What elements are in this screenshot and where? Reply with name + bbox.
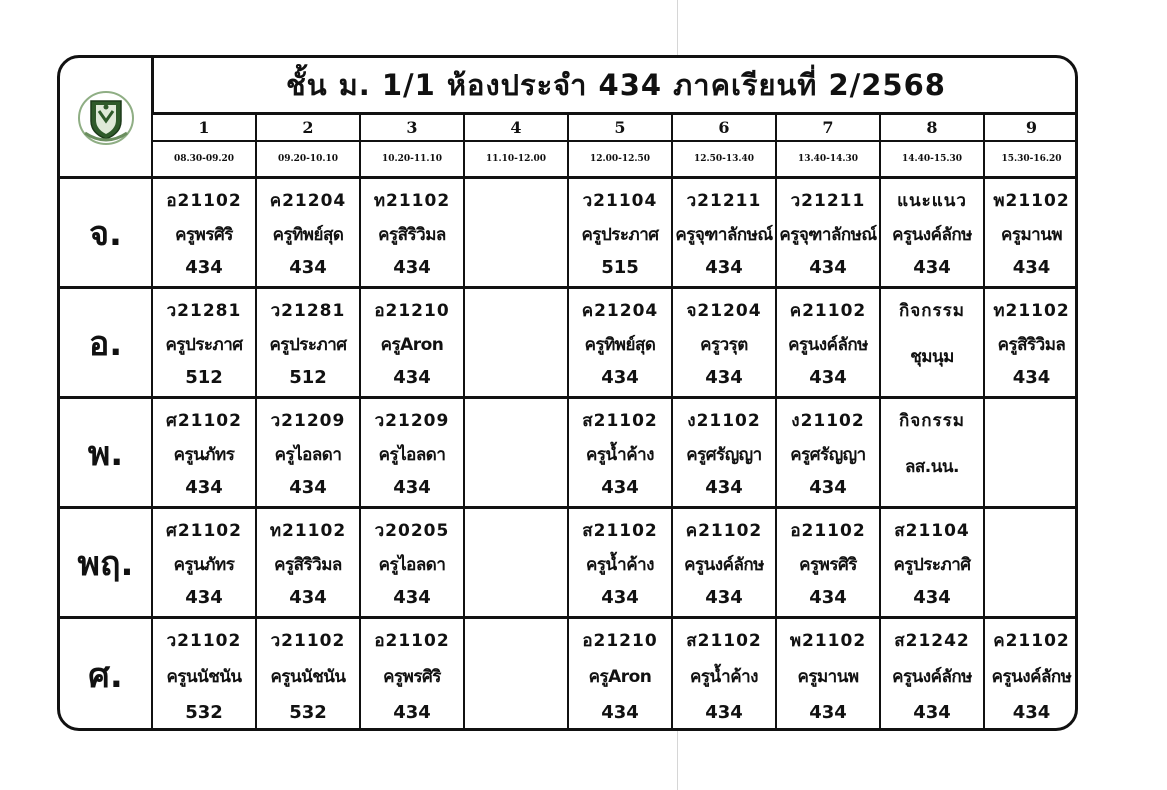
teacher-name: ครูมานพ xyxy=(1000,224,1063,245)
subject-code: ค21102 xyxy=(993,631,1070,651)
room-number: 434 xyxy=(913,587,951,608)
class-slot xyxy=(359,289,463,396)
class-slot xyxy=(879,509,983,616)
subject-code: อ21210 xyxy=(374,301,450,321)
class-slot xyxy=(255,509,359,616)
room-number: 434 xyxy=(393,257,431,278)
day-row xyxy=(60,399,1078,509)
subject-code: อ21210 xyxy=(582,631,658,651)
subject-code: ว21209 xyxy=(270,411,346,431)
class-slot xyxy=(151,179,255,286)
class-slot xyxy=(775,289,879,396)
teacher-name: ครูนนัชนัน xyxy=(166,667,242,687)
subject-code: ส21102 xyxy=(582,521,658,541)
teacher-name: ครูประภาศ xyxy=(165,334,243,355)
class-slot xyxy=(567,179,671,286)
empty-slot xyxy=(983,399,1078,506)
room-number: 434 xyxy=(289,477,327,498)
room-number: 434 xyxy=(185,477,223,498)
period-time: 15.30-16.20 xyxy=(983,142,1078,176)
room-number: 434 xyxy=(913,702,951,723)
subject-code: อ21102 xyxy=(790,521,866,541)
class-slot xyxy=(983,289,1078,396)
teacher-name: ครูศรัญญา xyxy=(790,444,866,465)
subject-code: ค21102 xyxy=(789,301,867,321)
subject-code: ท21102 xyxy=(269,521,347,541)
class-slot xyxy=(151,399,255,506)
day-label: จ. xyxy=(89,213,122,254)
subject-code: ส21102 xyxy=(582,411,658,431)
room-number: 434 xyxy=(809,477,847,498)
subject-code: ว20205 xyxy=(374,521,450,541)
subject-code: ค21102 xyxy=(685,521,763,541)
class-slot xyxy=(671,399,775,506)
empty-slot xyxy=(463,399,567,506)
teacher-name: ครูAron xyxy=(588,667,652,687)
period-number: 1 xyxy=(151,115,255,140)
page-title: ชั้น ม. 1/1 ห้องประจำ 434 ภาคเรียนที่ 2/2568 xyxy=(151,58,1078,115)
room-number: 532 xyxy=(289,702,327,723)
subject-code: ส21102 xyxy=(686,631,762,651)
class-slot xyxy=(775,619,879,731)
subject-code: ส21242 xyxy=(894,631,970,651)
class-slot xyxy=(983,179,1078,286)
room-number: 434 xyxy=(393,367,431,388)
period-number: 4 xyxy=(463,115,567,140)
day-row xyxy=(60,289,1078,399)
class-slot xyxy=(567,289,671,396)
room-number: 434 xyxy=(601,477,639,498)
teacher-name: ครูประภาศ xyxy=(581,224,659,245)
class-slot xyxy=(879,289,983,396)
teacher-name: ครูนนัชนัน xyxy=(270,667,346,687)
room-number: 434 xyxy=(393,477,431,498)
room-number: 434 xyxy=(705,702,743,723)
day-row xyxy=(60,509,1078,619)
room-number: 434 xyxy=(705,257,743,278)
period-number: 9 xyxy=(983,115,1078,140)
teacher-name: ครูทิพย์สุด xyxy=(272,224,344,245)
room-number: 512 xyxy=(289,367,327,388)
room-number: 512 xyxy=(185,367,223,388)
room-number: 434 xyxy=(705,477,743,498)
teacher-name: ครูพรศิริ xyxy=(799,554,857,575)
room-number: 434 xyxy=(809,367,847,388)
subject-code: ท21102 xyxy=(373,191,451,211)
class-slot xyxy=(567,509,671,616)
teacher-name: ครูน้ำค้าง xyxy=(586,554,654,575)
teacher-name: ครูไอลดา xyxy=(274,444,342,465)
class-slot xyxy=(671,179,775,286)
teacher-name: ครูนงค์ลักษ xyxy=(788,334,868,355)
class-slot xyxy=(255,399,359,506)
room-number: 515 xyxy=(601,257,639,278)
teacher-name: ครูสิริวิมล xyxy=(997,334,1066,355)
period-number: 5 xyxy=(567,115,671,140)
class-slot xyxy=(983,619,1078,731)
subject-code: ค21204 xyxy=(269,191,347,211)
room-number: 434 xyxy=(601,367,639,388)
teacher-name: ครูประภาศ xyxy=(269,334,347,355)
room-number: 434 xyxy=(185,587,223,608)
room-number: 434 xyxy=(705,587,743,608)
teacher-name: ครูพรศิริ xyxy=(383,667,441,687)
teacher-name: ครูประภาศิ xyxy=(893,554,971,575)
teacher-name: ครูพรศิริ xyxy=(175,224,233,245)
teacher-name: ครูนงค์ลักษ xyxy=(892,224,972,245)
subject-code: ศ21102 xyxy=(166,521,242,541)
day-label: อ. xyxy=(88,323,123,364)
teacher-name: ลส.นน. xyxy=(905,456,959,477)
subject-code: กิจกรรม xyxy=(898,411,965,431)
empty-slot xyxy=(983,509,1078,616)
room-number: 434 xyxy=(289,257,327,278)
subject-code: อ21102 xyxy=(166,191,242,211)
logo-cell xyxy=(60,58,151,179)
teacher-name: ครูศรัญญา xyxy=(686,444,762,465)
teacher-name: ชุมนุม xyxy=(910,346,954,367)
class-slot xyxy=(879,619,983,731)
period-number: 8 xyxy=(879,115,983,140)
period-time: 08.30-09.20 xyxy=(151,142,255,176)
period-time: 13.40-14.30 xyxy=(775,142,879,176)
period-number: 6 xyxy=(671,115,775,140)
class-slot xyxy=(255,289,359,396)
period-time: 12.50-13.40 xyxy=(671,142,775,176)
class-slot xyxy=(567,399,671,506)
subject-code: พ21102 xyxy=(789,631,867,651)
subject-code: อ21102 xyxy=(374,631,450,651)
subject-code: ว21102 xyxy=(270,631,346,651)
day-label: พ. xyxy=(87,433,124,474)
empty-slot xyxy=(463,509,567,616)
teacher-name: ครูจุฑาลักษณ์ xyxy=(675,224,773,245)
class-slot xyxy=(359,509,463,616)
room-number: 434 xyxy=(705,367,743,388)
class-slot xyxy=(255,619,359,731)
room-number: 434 xyxy=(185,257,223,278)
room-number: 434 xyxy=(809,702,847,723)
class-slot xyxy=(255,179,359,286)
room-number: 434 xyxy=(809,587,847,608)
period-number: 7 xyxy=(775,115,879,140)
timetable-card xyxy=(57,55,1078,731)
empty-slot xyxy=(463,179,567,286)
day-label: พฤ. xyxy=(77,543,134,584)
class-slot xyxy=(567,619,671,731)
teacher-name: ครูนภัทร xyxy=(173,554,235,575)
room-number: 434 xyxy=(1012,702,1051,723)
subject-code: ว21211 xyxy=(686,191,762,211)
room-number: 434 xyxy=(809,257,847,278)
class-slot xyxy=(775,179,879,286)
day-label: ศ. xyxy=(88,656,123,696)
subject-code: ง21102 xyxy=(687,411,761,431)
subject-code: ว21102 xyxy=(166,631,242,651)
subject-code: ศ21102 xyxy=(166,411,242,431)
period-time: 12.00-12.50 xyxy=(567,142,671,176)
class-slot xyxy=(359,179,463,286)
subject-code: ค21204 xyxy=(581,301,659,321)
teacher-name: ครูทิพย์สุด xyxy=(584,334,656,355)
class-slot xyxy=(775,399,879,506)
timetable-grid xyxy=(60,179,1078,731)
class-slot xyxy=(879,399,983,506)
class-slot xyxy=(671,619,775,731)
teacher-name: ครูสิริวิมล xyxy=(274,554,342,575)
room-number: 434 xyxy=(289,587,327,608)
room-number: 434 xyxy=(913,257,951,278)
teacher-name: ครูมานพ xyxy=(797,667,859,687)
room-number: 434 xyxy=(1012,257,1051,278)
subject-code: ส21104 xyxy=(894,521,970,541)
empty-slot xyxy=(463,619,567,731)
period-time: 11.10-12.00 xyxy=(463,142,567,176)
school-crest-icon xyxy=(77,87,135,147)
subject-code: กิจกรรม xyxy=(898,301,965,321)
class-slot xyxy=(359,399,463,506)
subject-code: ง21102 xyxy=(791,411,865,431)
subject-code: จ21204 xyxy=(686,301,762,321)
room-number: 532 xyxy=(185,702,223,723)
day-row xyxy=(60,619,1078,731)
teacher-name: ครูนงค์ลักษ xyxy=(991,667,1072,687)
room-number: 434 xyxy=(393,587,431,608)
day-row xyxy=(60,179,1078,289)
period-number: 2 xyxy=(255,115,359,140)
subject-code: ว21211 xyxy=(790,191,866,211)
class-slot xyxy=(151,289,255,396)
empty-slot xyxy=(463,289,567,396)
class-slot xyxy=(151,619,255,731)
teacher-name: ครูสิริวิมล xyxy=(378,224,446,245)
teacher-name: ครูน้ำค้าง xyxy=(586,444,654,465)
room-number: 434 xyxy=(393,702,431,723)
period-header-row xyxy=(151,115,1078,142)
subject-code: ว21104 xyxy=(582,191,658,211)
class-slot xyxy=(671,289,775,396)
class-slot xyxy=(775,509,879,616)
period-time: 14.40-15.30 xyxy=(879,142,983,176)
teacher-name: ครูจุฑาลักษณ์ xyxy=(779,224,877,245)
teacher-name: ครูนงค์ลักษ xyxy=(684,554,764,575)
class-slot xyxy=(151,509,255,616)
class-slot xyxy=(671,509,775,616)
teacher-name: ครูน้ำค้าง xyxy=(690,667,758,687)
subject-code: ว21281 xyxy=(166,301,242,321)
period-time: 09.20-10.10 xyxy=(255,142,359,176)
room-number: 434 xyxy=(601,587,639,608)
subject-code: ว21209 xyxy=(374,411,450,431)
subject-code: ท21102 xyxy=(993,301,1070,321)
class-slot xyxy=(359,619,463,731)
subject-code: พ21102 xyxy=(993,191,1070,211)
subject-code: ว21281 xyxy=(270,301,346,321)
teacher-name: ครูนภัทร xyxy=(173,444,235,465)
teacher-name: ครูAron xyxy=(380,334,444,355)
period-number: 3 xyxy=(359,115,463,140)
teacher-name: ครูไอลดา xyxy=(378,444,446,465)
class-slot xyxy=(879,179,983,286)
room-number: 434 xyxy=(601,702,639,723)
subject-code: แนะแนว xyxy=(897,191,967,211)
time-header-row xyxy=(151,142,1078,179)
period-time: 10.20-11.10 xyxy=(359,142,463,176)
teacher-name: ครูนงค์ลักษ xyxy=(892,667,972,687)
teacher-name: ครูวรุต xyxy=(700,334,748,355)
teacher-name: ครูไอลดา xyxy=(378,554,446,575)
room-number: 434 xyxy=(1012,367,1051,388)
